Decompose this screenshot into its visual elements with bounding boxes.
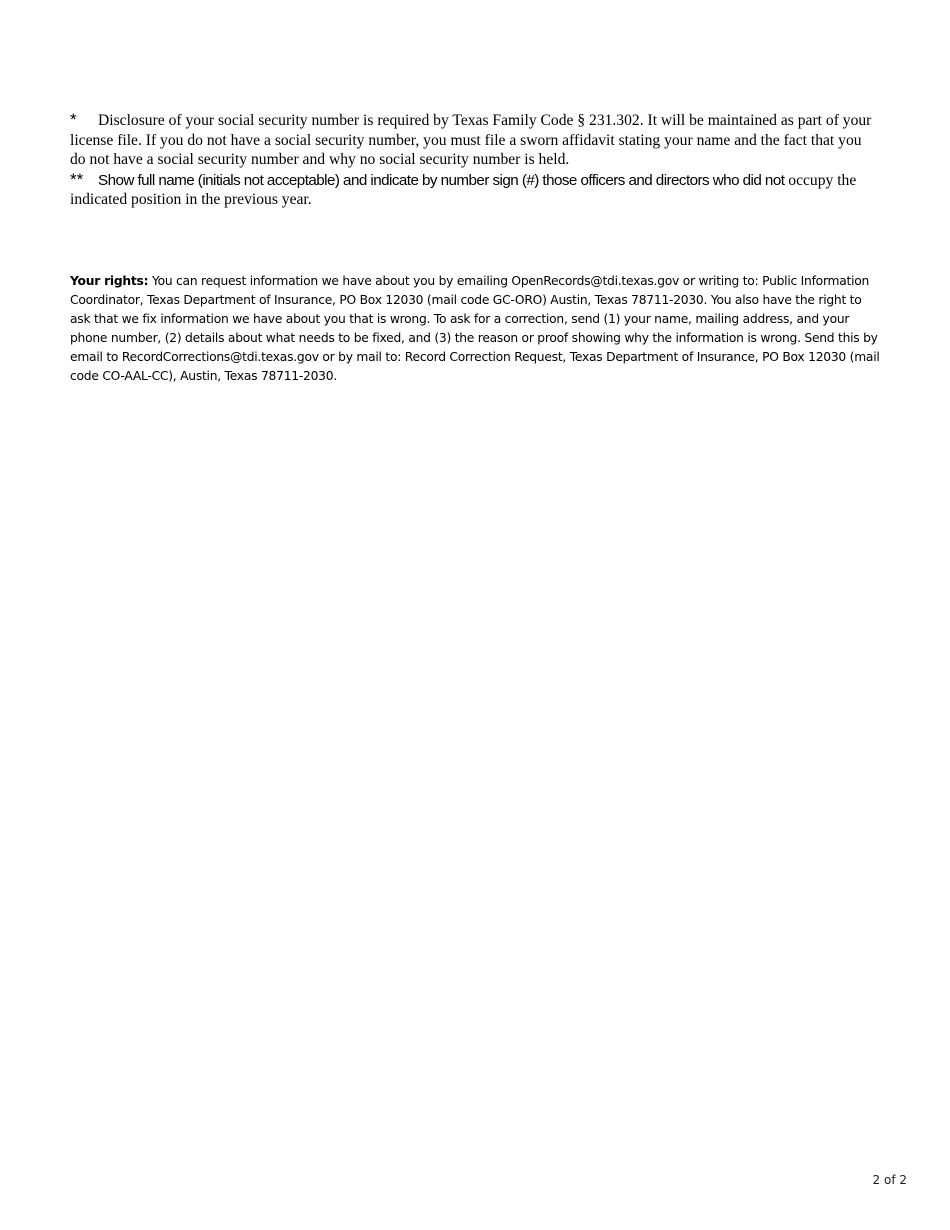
footnote-officers-text-sans: Show full name (initials not acceptable) and indicate by number sign (#) those officers and directors who did not: [98, 171, 785, 189]
your-rights-notice: [70, 272, 882, 386]
footnote-marker-double-asterisk: **: [70, 169, 84, 189]
footnote-ssn-text: Disclosure of your social security number is required by Texas Family Code § 231.302. It will be maintained as part of your license file. If you do not have a social security number, you must file a sworn affidavit stating your name and the fact that you do not have a social security number and why no social security number is held.: [70, 112, 872, 168]
footnotes-section: [70, 110, 880, 210]
footnote-marker-asterisk: *: [70, 110, 77, 129]
your-rights-text: You can request information we have about you by emailing OpenRecords@tdi.texas.gov or writing to: Public Information Coordinator, Texas Department of Insurance, PO Box 12030 (mail code GC-ORO) Austin, Texas 78711-2030. You also have the right to ask that we fix information we have about you that is wrong. To ask for a correction, send (1) your name, mailing address, and your phone number, (2) details about what needs to be fixed, and (3) the reason or proof showing why the information is wrong. Send this by email to RecordCorrections@tdi.texas.gov or by mail to: Record Correction Request, Texas Department of Insurance, PO Box 12030 (mail code CO-AAL-CC), Austin, Texas 78711-2030.: [70, 274, 880, 383]
your-rights-label: Your rights:: [70, 274, 149, 288]
footnote-officers-text-serif: occupy the indicated position in the previous year.: [70, 171, 857, 208]
footnote-ssn: [70, 110, 880, 170]
page-number: 2 of 2: [872, 1173, 907, 1187]
footnote-officers: [70, 170, 880, 210]
